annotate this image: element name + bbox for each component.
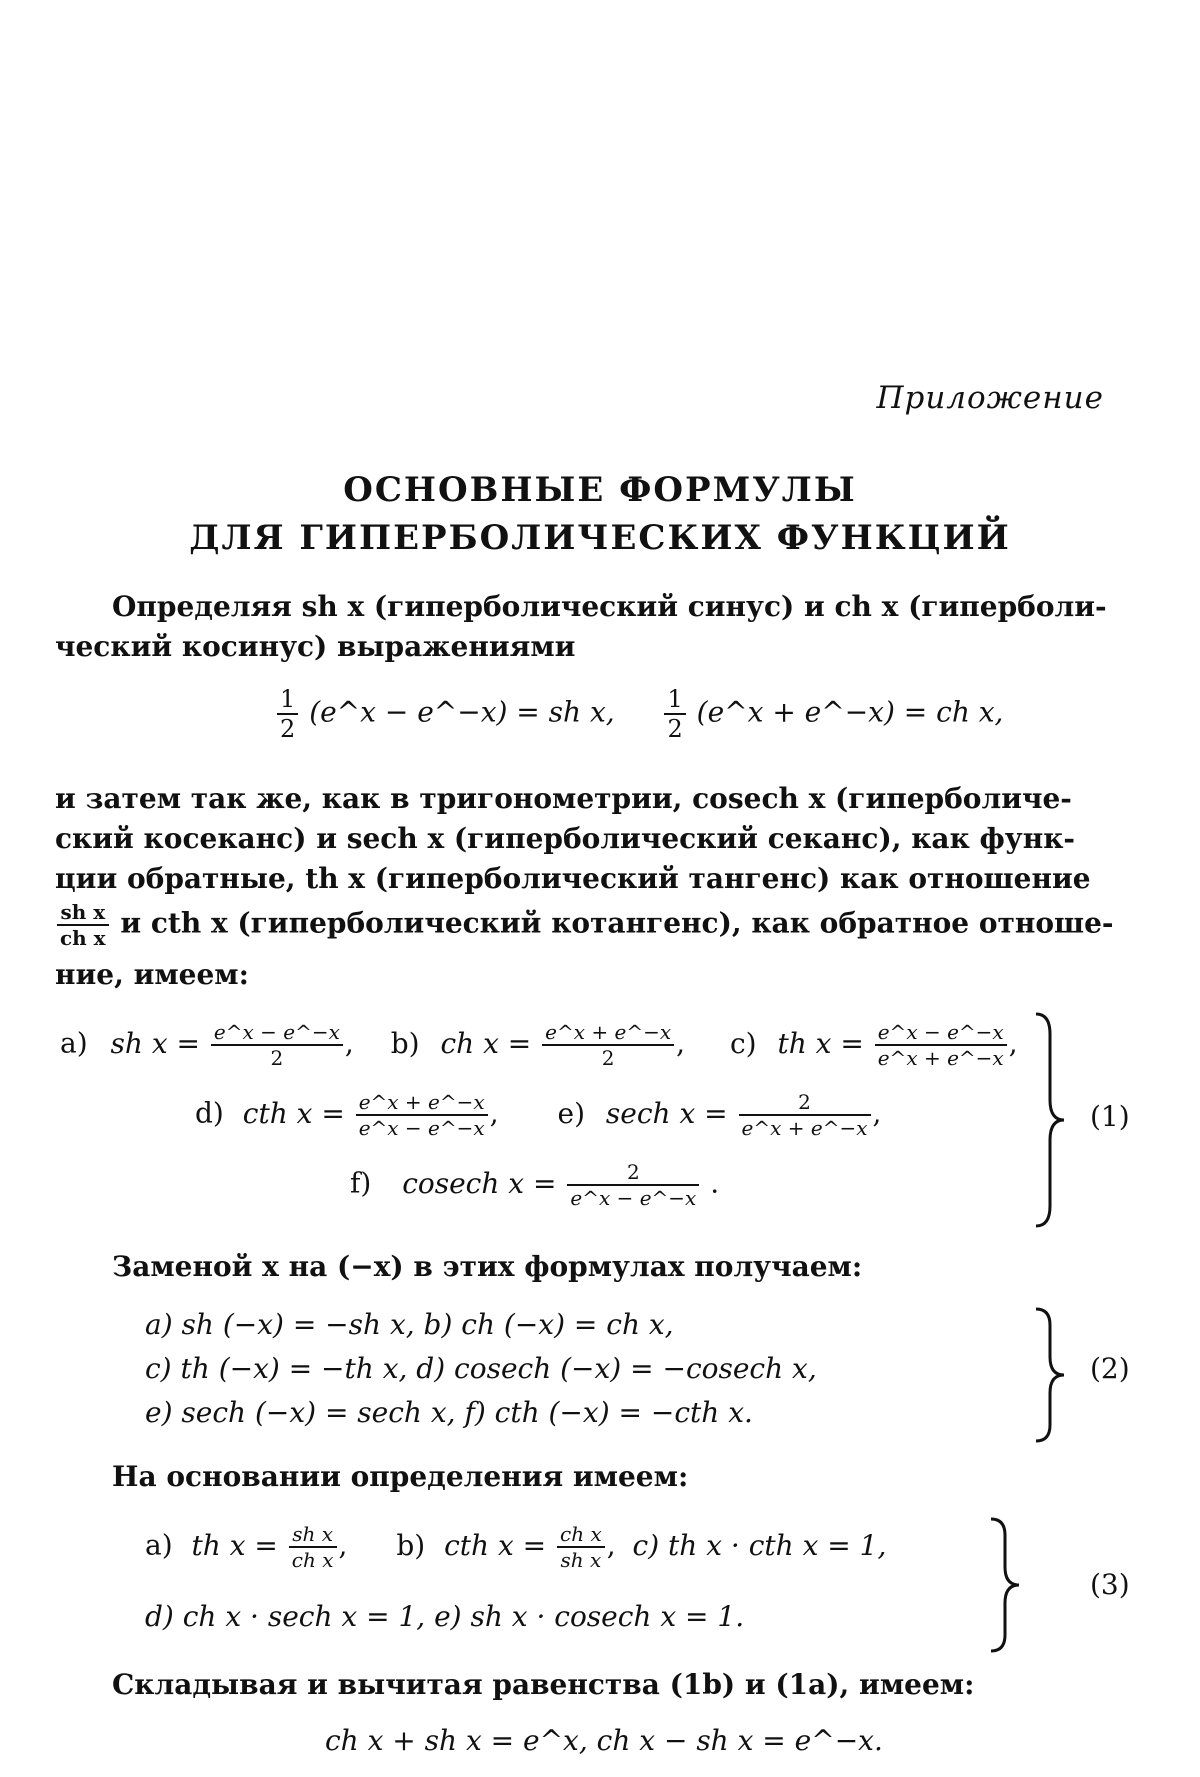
title-line-1: ОСНОВНЫЕ ФОРМУЛЫ (343, 470, 857, 510)
body-line-5: ние, имеем: (55, 958, 249, 991)
eq1-row-1: a) sh x = $\frac{e\^{}x - e\^{}-x}{2}$ , b) ch x = $\frac{e\^{}x + e\^{}-x}{2}$ , c) th x = $\frac{e\^{}x - e\^{}-x}{e\^{}x + e\^{}-x}$ , (60, 1020, 1018, 1070)
eq1a-fraction: $\frac{e\^{}x - e\^{}-x}{2}$ (211, 1020, 343, 1070)
eq2-row-3: e) sech (−x) = sech x, f) cth (−x) = −cth x. (145, 1396, 753, 1429)
body-line-4-text: и cth x (гиперболический котангенс), как обратное отноше- (120, 906, 1114, 940)
intro-line-1: Определяя sh x (гиперболический синус) и ch x (гиперболи- (112, 590, 1107, 623)
eq1-row-2: d) cth x = $\frac{e\^{}x + e\^{}-x}{e\^{}x - e\^{}-x}$ , e) sech x = $\frac{2}{e\^{}x + e\^{}-x}$ , (195, 1090, 882, 1140)
eq1f-fraction: $\frac{2}{e\^{}x - e\^{}-x}$ (567, 1160, 699, 1210)
eq2-row-1: a) sh (−x) = −sh x, b) ch (−x) = ch x, (145, 1308, 674, 1341)
eq3-row-1: a) th x = $\frac{\text{sh x}}{\text{ch x}}$ , b) cth x = $\frac{\text{ch x}}{\text{sh x}}$ , c) th x · cth x = 1, (145, 1522, 887, 1572)
body-line-3: ции обратные, th x (гиперболический тангенс) как отношение (55, 862, 1091, 895)
half-fraction-2: $\frac{1}{2}$ (664, 685, 685, 743)
intro-line-2: ческий косинус) выражениями (55, 630, 576, 663)
eq1-number: (1) (1090, 1100, 1130, 1133)
body-line-1: и затем так же, как в тригонометрии, cosech x (гиперболиче- (55, 782, 1072, 815)
half-fraction-1: $\frac{1}{2}$ (277, 685, 298, 743)
eq1b-fraction: $\frac{e\^{}x + e\^{}-x}{2}$ (542, 1020, 674, 1070)
eq3-brace (985, 1515, 1025, 1655)
text-adding-subtracting: Складывая и вычитая равенства (1b) и (1a), имеем: (112, 1668, 975, 1701)
final-equation: ch x + sh x = e^x, ch x − sh x = e^−x. (325, 1724, 883, 1757)
title-line-2: ДЛЯ ГИПЕРБОЛИЧЕСКИХ ФУНКЦИЙ (189, 518, 1011, 558)
eq1c-fraction: $\frac{e\^{}x - e\^{}-x}{e\^{}x + e\^{}-x}$ (875, 1020, 1007, 1070)
eq3a-fraction: $\frac{\text{sh x}}{\text{ch x}}$ (289, 1522, 337, 1572)
eq3-number: (3) (1090, 1568, 1130, 1601)
body-line-4 (55, 900, 1114, 950)
definition-sh: (e^x − e^−x) = sh x, (309, 695, 615, 729)
eq1-brace (1030, 1010, 1070, 1230)
text-substitution: Заменой x на (−x) в этих формулах получаем: (112, 1250, 863, 1283)
eq2-number: (2) (1090, 1352, 1130, 1385)
definition-equation (275, 685, 1003, 743)
eq2-row-2: c) th (−x) = −th x, d) cosech (−x) = −cosech x, (145, 1352, 817, 1385)
eq1d-fraction: $\frac{e\^{}x + e\^{}-x}{e\^{}x - e\^{}-x}$ (356, 1090, 488, 1140)
appendix-label: Приложение (876, 380, 1104, 416)
eq2-brace (1030, 1305, 1070, 1445)
eq3-row-2: d) ch x · sech x = 1, e) sh x · cosech x = 1. (145, 1600, 745, 1633)
eq1e-fraction: $\frac{2}{e\^{}x + e\^{}-x}$ (739, 1090, 871, 1140)
eq1-row-3: f) cosech x = $\frac{2}{e\^{}x - e\^{}-x}$ . (350, 1160, 720, 1210)
body-line-2: ский косеканс) и sech x (гиперболический секанс), как функ- (55, 822, 1076, 855)
text-by-definition: На основании определения имеем: (112, 1460, 689, 1493)
sh-over-ch-fraction: $\frac{\text{sh x}}{\text{ch x}}$ (57, 900, 109, 950)
definition-ch: (e^x + e^−x) = ch x, (696, 695, 1004, 729)
eq3b-fraction: $\frac{\text{ch x}}{\text{sh x}}$ (557, 1522, 605, 1572)
